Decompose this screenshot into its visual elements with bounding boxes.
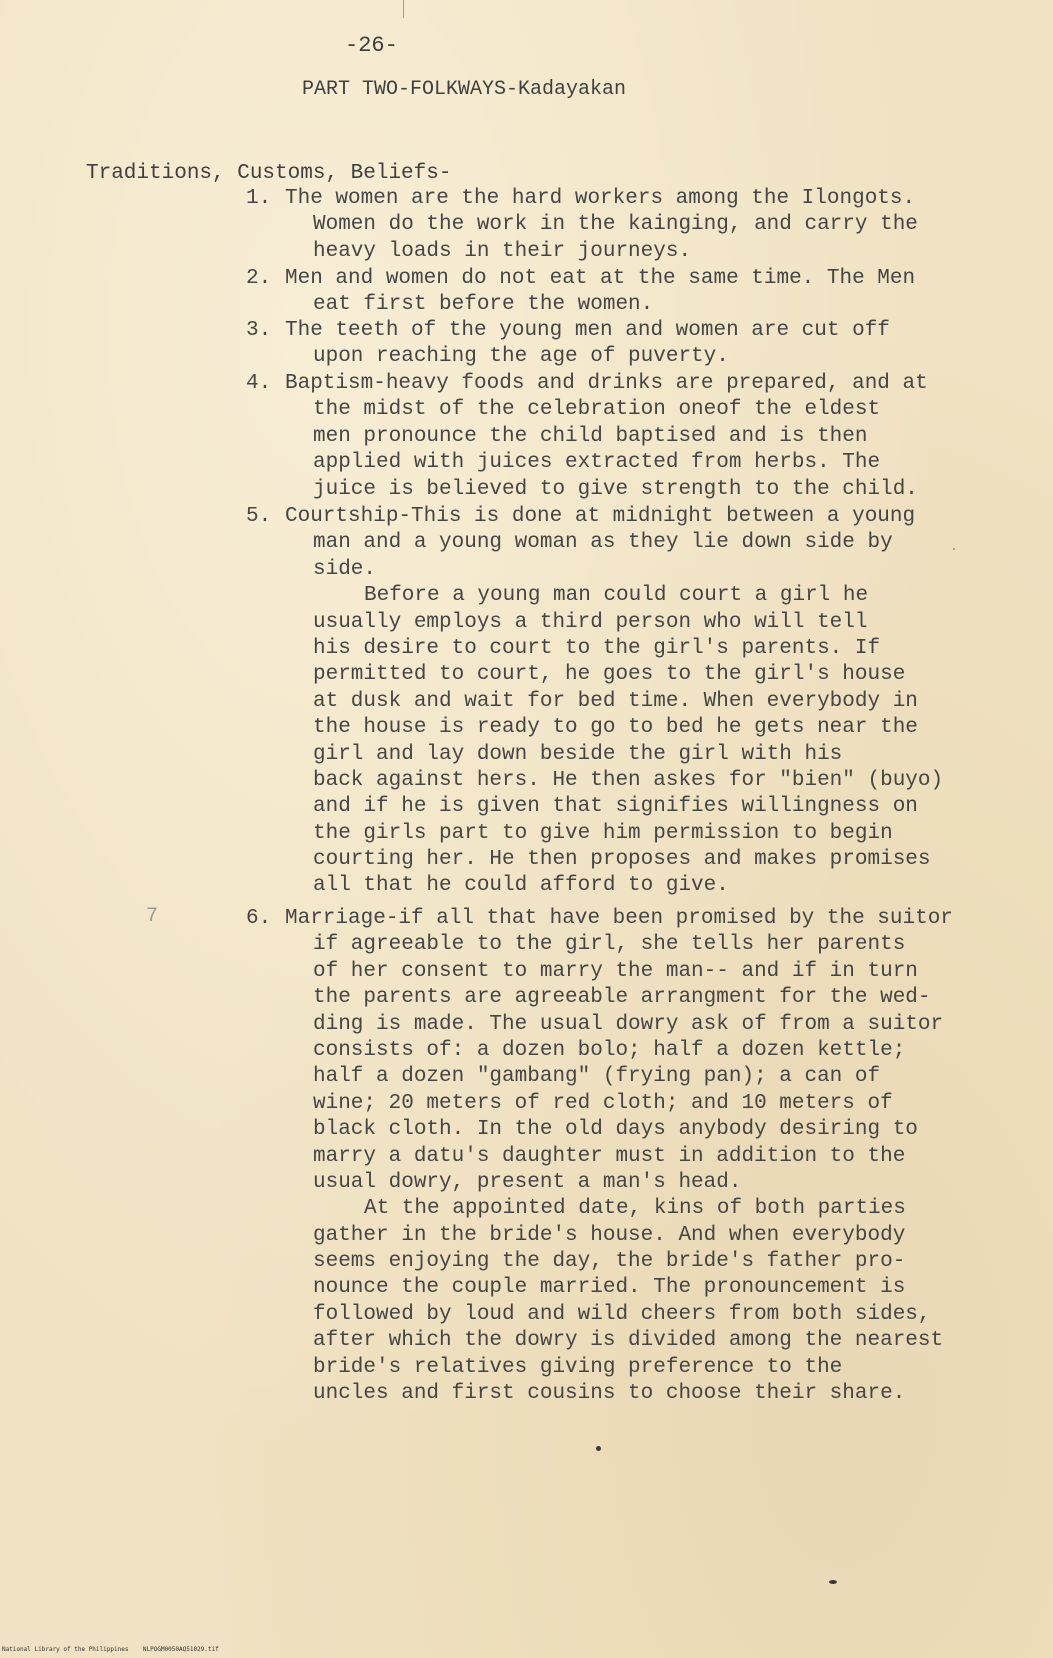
text-line: side.: [313, 557, 377, 581]
text-line: marry a datu's daughter must in addition to the: [313, 1144, 906, 1168]
text-line: black cloth. In the old days anybody desiring to: [313, 1118, 918, 1142]
text-line: the parents are agreeable arrangment for the wed-: [313, 986, 931, 1010]
text-line: at dusk and wait for bed time. When everybody in: [313, 689, 918, 713]
top-guide-mark: [403, 0, 404, 18]
list-item-number: 4.: [246, 372, 272, 395]
text-line: Marriage-if all that have been promised by the suitor: [285, 907, 953, 930]
list-item-body: [246, 504, 1006, 900]
list-item-number: 6.: [246, 907, 272, 930]
text-line: after which the dowry is divided among the nearest: [313, 1329, 944, 1353]
text-line: uncles and first cousins to choose their share.: [313, 1382, 906, 1406]
text-line: of her consent to marry the man-- and if in turn: [313, 959, 918, 983]
text-line: man and a young woman as they lie down side by: [313, 531, 893, 555]
text-line: and if he is given that signifies willingness on: [313, 795, 918, 819]
list-item-number: 3.: [246, 319, 272, 342]
scan-caption: National Library of the Philippines NLPOGM0050AQ51029.tif: [2, 1646, 219, 1653]
text-line: consists of: a dozen bolo; half a dozen kettle;: [313, 1038, 906, 1062]
text-line: the girls part to give him permission to begin: [313, 821, 893, 845]
text-line: wine; 20 meters of red cloth; and 10 meters of: [313, 1091, 893, 1115]
text-line: Before a young man could court a girl he: [364, 584, 869, 608]
text-line: all that he could afford to give.: [313, 874, 729, 898]
margin-mark: 7: [146, 905, 159, 928]
list-item-body: [246, 371, 1006, 503]
text-line: Women do the work in the kainging, and carry the: [313, 213, 918, 237]
text-line: Men and women do not eat at the same time. The Men: [285, 267, 916, 290]
text-line: the midst of the celebration oneof the eldest: [313, 398, 881, 422]
text-line: men pronounce the child baptised and is then: [313, 424, 868, 448]
list-item-number: 2.: [246, 267, 272, 290]
section-heading: Traditions, Customs, Beliefs-: [86, 162, 452, 185]
list-item-body: [246, 186, 1006, 265]
text-line: heavy loads in their journeys.: [313, 239, 692, 263]
text-line: followed by loud and wild cheers from both sides,: [313, 1302, 931, 1326]
text-line: permitted to court, he goes to the girl's house: [313, 663, 906, 687]
text-line: bride's relatives giving preference to the: [313, 1355, 843, 1379]
text-line: half a dozen "gambang" (frying pan); a can of: [313, 1065, 881, 1089]
text-line: the house is ready to go to bed he gets near the: [313, 716, 918, 740]
list-item-number: 5.: [246, 505, 272, 528]
list-item-body: [246, 266, 1006, 319]
text-line: courting her. He then proposes and makes promises: [313, 848, 931, 872]
ink-speck: [953, 548, 955, 550]
text-line: gather in the bride's house. And when everybody: [313, 1223, 906, 1247]
list-item-body: [246, 906, 1006, 1407]
text-line: upon reaching the age of puverty.: [313, 345, 729, 369]
text-line: The teeth of the young men and women are cut off: [285, 319, 890, 342]
text-line: usually employs a third person who will tell: [313, 610, 868, 634]
text-line: nounce the couple married. The pronouncement is: [313, 1276, 906, 1300]
text-line: his desire to court to the girl's parents. If: [313, 636, 881, 660]
text-line: seems enjoying the day, the bride's father pro-: [313, 1250, 906, 1274]
ink-speck: [596, 1446, 601, 1451]
ink-speck: [829, 1580, 837, 1584]
text-line: usual dowry, present a man's head.: [313, 1170, 742, 1194]
text-line: juice is believed to give strength to the child.: [313, 477, 918, 501]
text-line: back against hers. He then askes for "bien" (buyo): [313, 768, 944, 792]
list-item-number: 1.: [246, 187, 272, 210]
text-line: applied with juices extracted from herbs. The: [313, 451, 881, 475]
text-line: Courtship-This is done at midnight between a young: [285, 505, 916, 528]
text-line: Baptism-heavy foods and drinks are prepared, and at: [285, 372, 928, 395]
text-line: The women are the hard workers among the Ilongots.: [285, 187, 916, 210]
text-line: if agreeable to the girl, she tells her parents: [313, 933, 906, 957]
page-number: -26-: [345, 33, 398, 58]
text-line: ding is made. The usual dowry ask of from a suitor: [313, 1012, 944, 1036]
list-item-body: [246, 318, 1006, 371]
text-line: girl and lay down beside the girl with his: [313, 742, 843, 766]
text-line: eat first before the women.: [313, 293, 654, 317]
part-title: PART TWO-FOLKWAYS-Kadayakan: [302, 78, 627, 101]
text-line: At the appointed date, kins of both parties: [364, 1197, 906, 1221]
